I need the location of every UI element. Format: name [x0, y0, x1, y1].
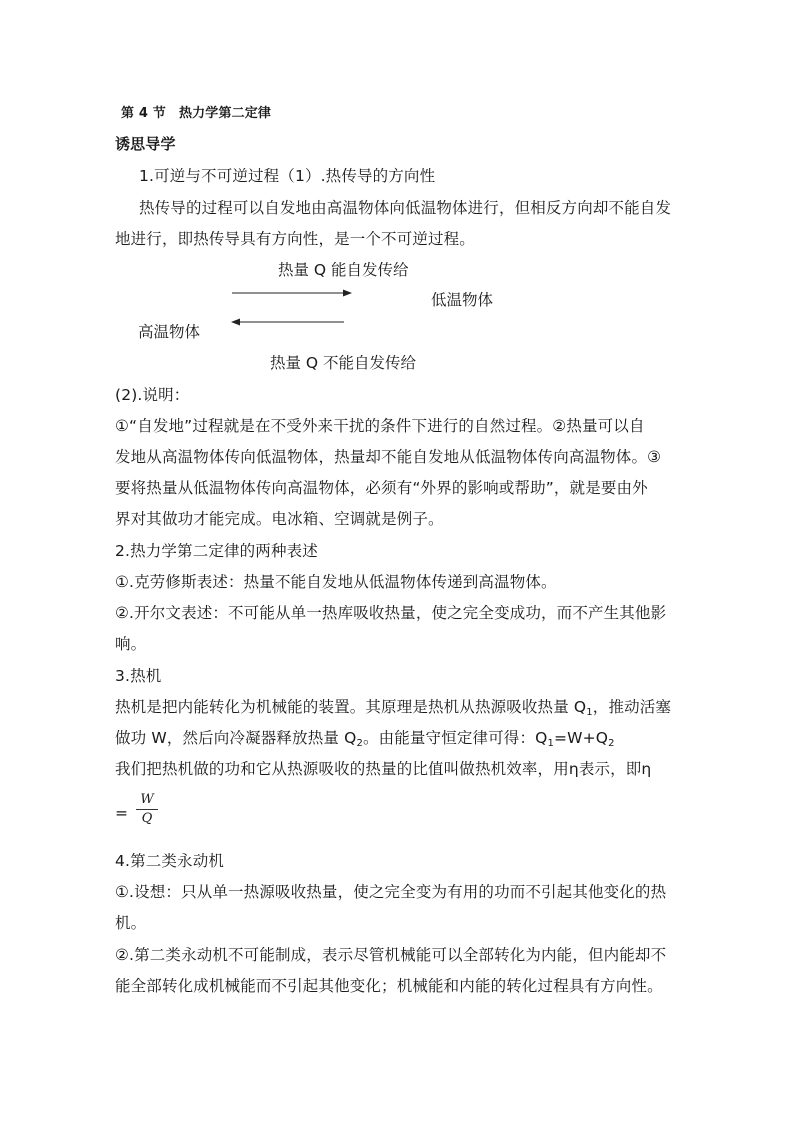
p2-line1: ①“自发地”过程就是在不受外来干扰的条件下进行的自然过程。②热量可以自 [115, 417, 645, 435]
subtitle: 诱思导学 [115, 135, 176, 153]
s2-line1: ①.克劳修斯表述：热量不能自发地从低温物体传递到高温物体。 [115, 573, 557, 591]
s4-line4: 能全部转化成机械能而不引起其他变化；机械能和内能的转化过程具有方向性。 [115, 977, 663, 995]
diagram-bottom-label: 热量 Q 不能自发传给 [270, 354, 417, 372]
s3-line3: 我们把热机做的功和它从热源吸收的热量的比值叫做热机效率，用η表示，即η [115, 760, 652, 778]
s2-line2: ②.开尔文表述：不可能从单一热库吸收热量，使之完全变成功，而不产生其他影 [115, 604, 667, 622]
p2-line3: 要将热量从低温物体传向高温物体，必须有“外界的影响或帮助”，就是要由外 [115, 479, 648, 497]
s3-line1: 热机是把内能转化为机械能的装置。其原理是热机从热源吸收热量 $Q_1$，推动活塞 [115, 698, 672, 718]
p1-title: 1.可逆与不可逆过程（1）.热传导的方向性 [139, 167, 436, 185]
efficiency-fraction [136, 792, 158, 827]
s3-title: 3.热机 [115, 667, 162, 685]
formula-equals: = [115, 804, 128, 822]
s2-title: 2.热力学第二定律的两种表述 [115, 542, 318, 560]
s4-line2: 机。 [115, 914, 147, 932]
s4-line3: ②.第二类永动机不可能制成，表示尽管机械能可以全部转化为内能，但内能却不 [115, 946, 667, 964]
s3-line2: 做功 W，然后向冷凝器释放热量 $Q_2$。由能量守恒定律可得：$Q_1=W+Q_2$ [115, 729, 615, 749]
diagram-left-label: 高温物体 [138, 323, 201, 341]
diagram-top-label: 热量 Q 能自发传给 [278, 261, 409, 279]
p2-line4: 界对其做功才能完成。电冰箱、空调就是例子。 [115, 510, 444, 528]
fraction-bar [136, 809, 158, 810]
arrow-right [232, 290, 352, 297]
p2-title: (2).说明： [115, 386, 190, 404]
arrow-left [231, 319, 344, 326]
fraction-numerator: W [140, 792, 154, 807]
fraction-denominator: Q [141, 811, 153, 826]
s4-line1: ①.设想：只从单一热源吸收热量，使之完全变为有用的功而不引起其他变化的热 [115, 883, 667, 901]
s2-line3: 响。 [115, 635, 147, 653]
p2-line2: 发地从高温物体传向低温物体，热量却不能自发地从低温物体传向高温物体。③ [115, 448, 662, 466]
s4-title: 4.第二类永动机 [115, 852, 224, 870]
diagram-right-label: 低温物体 [431, 291, 494, 309]
p1-line2: 地进行，即热传导具有方向性，是一个不可逆过程。 [115, 230, 475, 248]
p1-line1: 热传导的过程可以自发地由高温物体向低温物体进行，但相反方向却不能自发 [139, 199, 672, 217]
section-title: 第 4 节 热力学第二定律 [121, 106, 272, 121]
